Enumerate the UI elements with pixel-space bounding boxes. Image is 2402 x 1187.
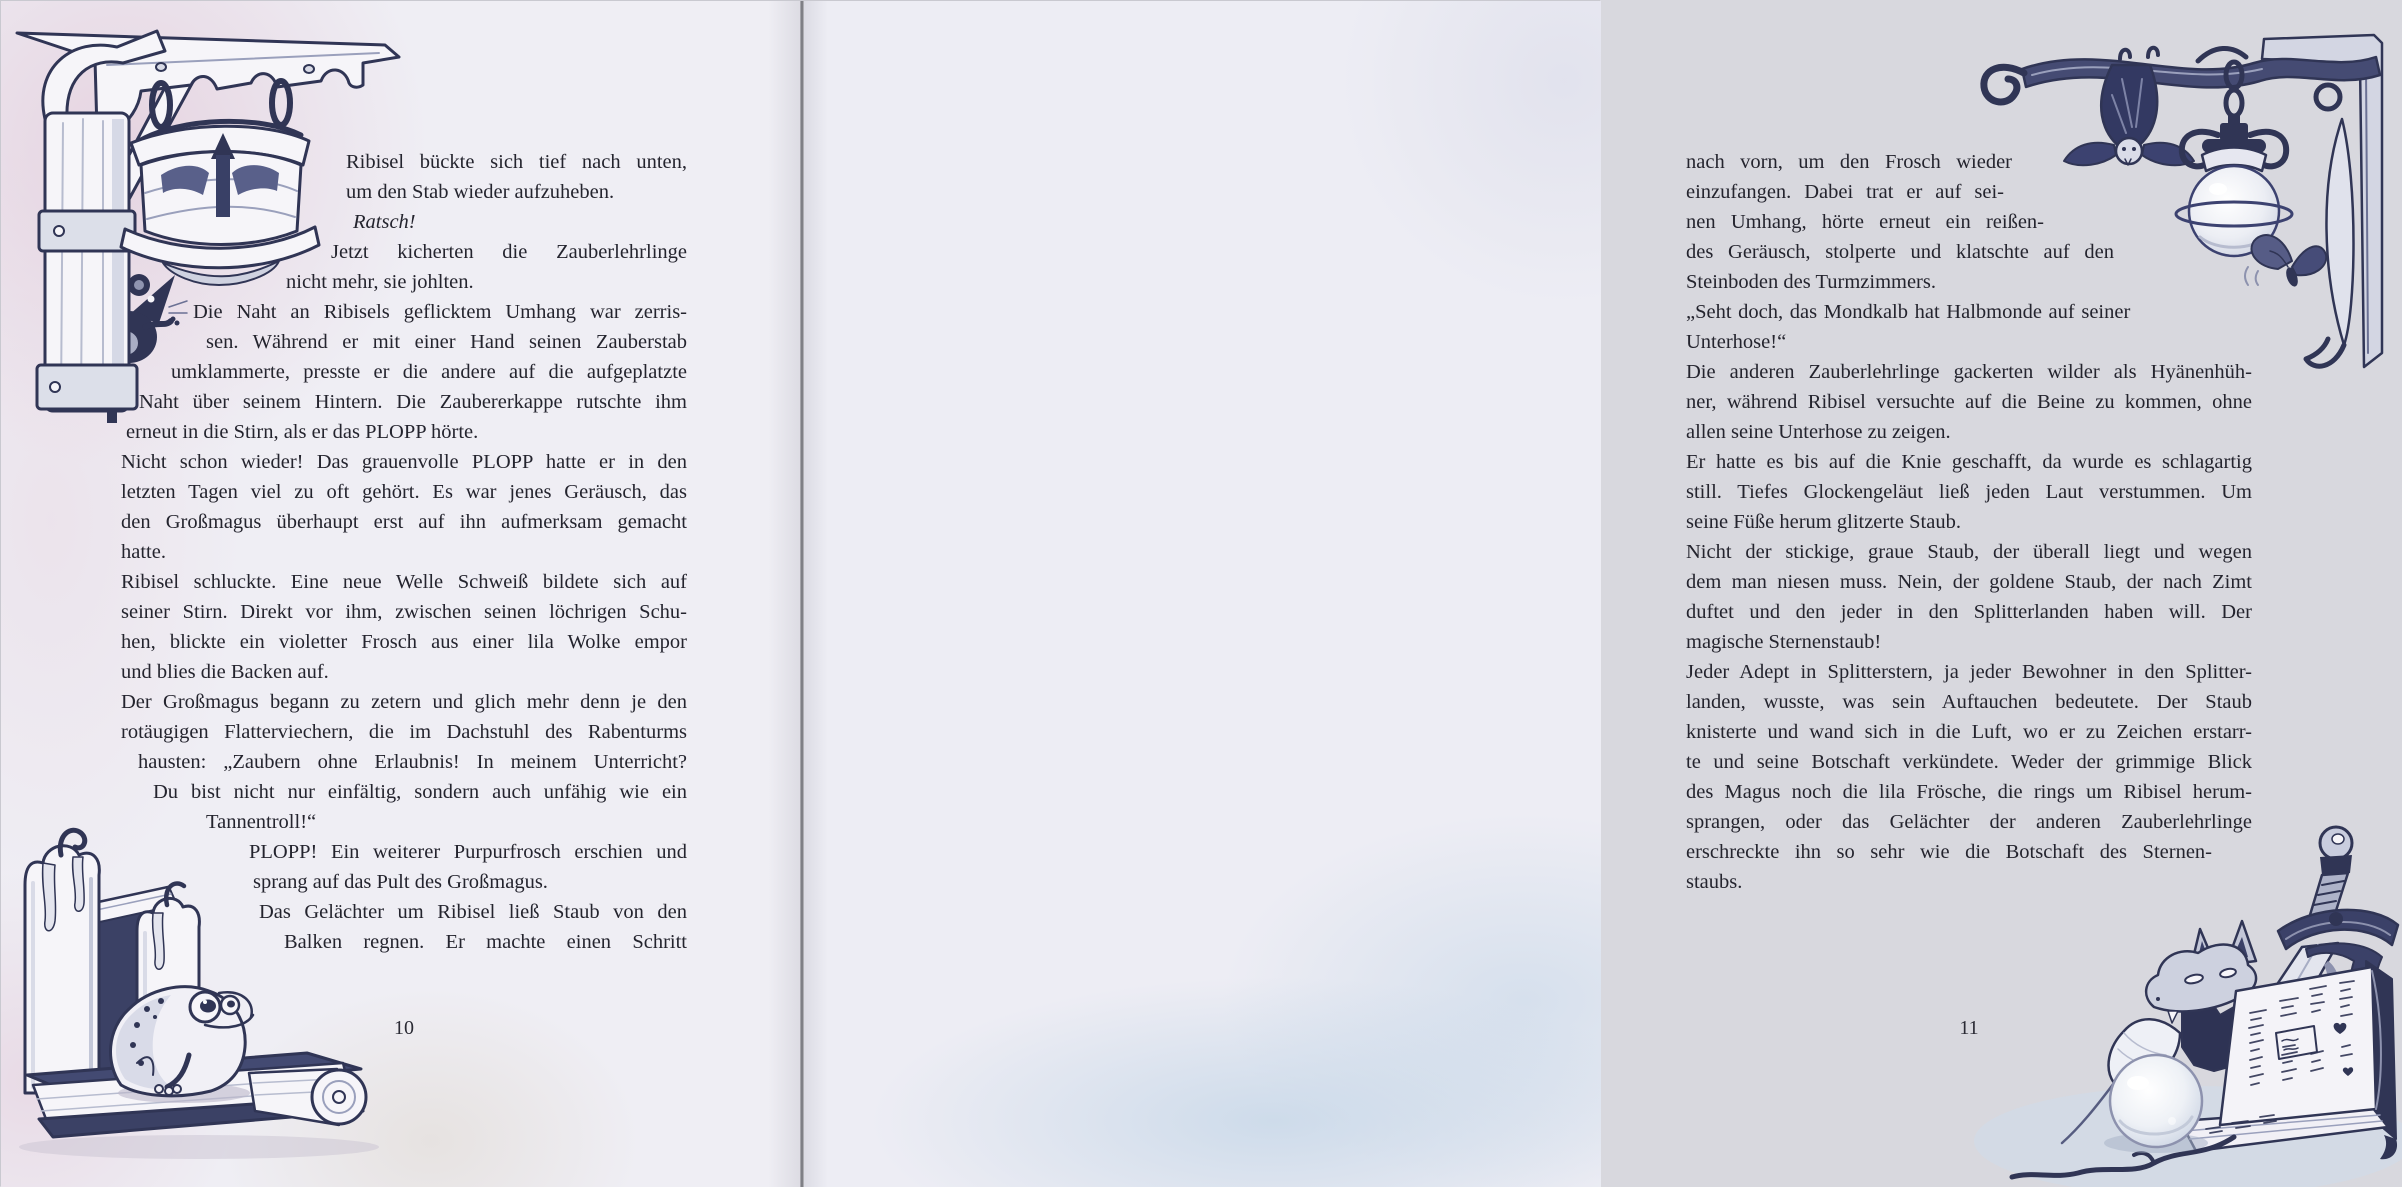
- text-line: magische Sternenstaub!: [1686, 631, 1882, 653]
- text-line: PLOPP! Ein weiterer Purpurfrosch erschien und: [249, 841, 687, 863]
- text-line: Die Naht an Ribisels geflicktem Umhang war zerris-: [193, 301, 687, 323]
- text-line: erneut in die Stirn, als er das PLOPP hörte.: [126, 421, 479, 443]
- text-line: Nicht der stickige, graue Staub, der überall liegt und wegen: [1686, 541, 2252, 563]
- text-line: Du bist nicht nur einfältig, sondern auch unfähig wie ein: [153, 781, 687, 803]
- text-line: umklammerte, presste er die andere auf die aufgeplatzte: [171, 361, 687, 383]
- rivet: [54, 226, 64, 236]
- text-line: Die anderen Zauberlehrlinge gackerten wilder als Hyänenhüh-: [1686, 361, 2252, 383]
- left-page-text: [121, 147, 687, 957]
- text-line: Er hatte es bis auf die Knie geschafft, da wurde es schlagartig: [1686, 451, 2252, 473]
- page-left: [1, 1, 800, 1187]
- text-line: rotäugigen Flatterviechern, die im Dachstuhl des Rabenturms: [121, 721, 687, 743]
- page-right: [804, 1, 2252, 1187]
- text-line: dem man niesen muss. Nein, der goldene Staub, der nach Zimt: [1686, 571, 2252, 593]
- text-line: seiner Stirn. Direkt vor ihm, zwischen seinen löchrigen Schu-: [121, 601, 687, 623]
- text-line: Naht über seinem Hintern. Die Zaubererkappe rutschte ihm: [139, 391, 687, 413]
- text-line: Unterhose!“: [1686, 331, 1787, 353]
- text-line: einzufangen. Dabei trat er auf sei-: [1686, 181, 2004, 203]
- text-line: des Magus noch die lila Frösche, die rings um Ribisel herum-: [1686, 781, 2252, 803]
- text-line: um den Stab wieder aufzuheben.: [346, 181, 615, 203]
- text-line: den Großmagus überhaupt erst auf ihn aufmerksam gemacht: [121, 511, 687, 533]
- text-line: sprangen, oder das Gelächter der anderen Zauberlehrlinge: [1686, 811, 2252, 833]
- text-line: te und seine Botschaft verkündete. Weder der grimmige Blick: [1686, 751, 2252, 773]
- text-line: allen seine Unterhose zu zeigen.: [1686, 421, 1951, 443]
- text-line: Jetzt kicherten die Zauberlehrlinge: [331, 241, 687, 263]
- text-line: Nicht schon wieder! Das grauenvolle PLOPP hatte er in den: [121, 451, 687, 473]
- text-line: Ribisel bückte sich tief nach unten,: [346, 151, 687, 173]
- text-line: ner, während Ribisel versuchte auf die Beine zu kommen, ohne: [1686, 391, 2252, 413]
- page-number-left: 10: [394, 1017, 414, 1039]
- text-line: staubs.: [1686, 871, 1743, 893]
- text-line: hen, blickte ein violetter Frosch aus einer lila Wolke empor: [121, 631, 687, 653]
- text-line: des Geräusch, stolperte und klatschte auf den: [1686, 241, 2114, 263]
- text-line: knisterte und wand sich in die Luft, wo er zu Zeichen erstarr-: [1686, 721, 2252, 743]
- text-line: landen, wusste, was sein Auftauchen bedeutete. Der Staub: [1686, 691, 2252, 713]
- text-line: und blies die Backen auf.: [121, 661, 329, 683]
- text-line: Der Großmagus begann zu zetern und glich mehr denn je den: [121, 691, 687, 713]
- text-line: Ribisel schluckte. Eine neue Welle Schweiß bildete sich auf: [121, 571, 687, 593]
- page-number-right: 11: [1959, 1017, 1979, 1039]
- text-line: Ratsch!: [353, 211, 416, 233]
- text-line: Steinboden des Turmzimmers.: [1686, 271, 1936, 293]
- text-line: still. Tiefes Glockengeläut ließ jeden Laut verstummen. Um: [1686, 481, 2252, 503]
- text-line: seine Füße herum glitzerte Staub.: [1686, 511, 1961, 533]
- butterfly-icon: [2245, 235, 2326, 288]
- text-line: nicht mehr, sie johlten.: [286, 271, 474, 293]
- text-line: Jeder Adept in Splitterstern, ja jeder Bewohner in den Splitter-: [1686, 661, 2252, 683]
- right-page-text: [1686, 147, 2252, 897]
- text-line: Das Gelächter um Ribisel ließ Staub von den: [259, 901, 687, 923]
- text-line: letzten Tagen viel zu oft gehört. Es war jenes Geräusch, das: [121, 481, 687, 503]
- text-line: sprang auf das Pult des Großmagus.: [253, 871, 548, 893]
- text-line: hausten: „Zaubern ohne Erlaubnis! In meinem Unterricht?: [138, 751, 687, 773]
- text-line: sen. Während er mit einer Hand seinen Zauberstab: [206, 331, 687, 353]
- corner-frame: [2262, 35, 2382, 367]
- text-line: erschreckte ihn so sehr wie die Botschaft des Sternen-: [1686, 841, 2212, 863]
- text-line: nach vorn, um den Frosch wieder: [1686, 151, 2012, 173]
- text-line: Balken regnen. Er machte einen Schritt: [284, 931, 687, 953]
- text-line: hatte.: [121, 541, 166, 563]
- text-line: nen Umhang, hörte erneut ein reißen-: [1686, 211, 2044, 233]
- tall-candle: [25, 830, 99, 1093]
- text-line: Tannentroll!“: [206, 811, 317, 833]
- text-line: duftet und den jeder in den Splitterlanden haben will. Der: [1686, 601, 2252, 623]
- text-line: „Seht doch, das Mondkalb hat Halbmonde auf seiner: [1686, 301, 2131, 323]
